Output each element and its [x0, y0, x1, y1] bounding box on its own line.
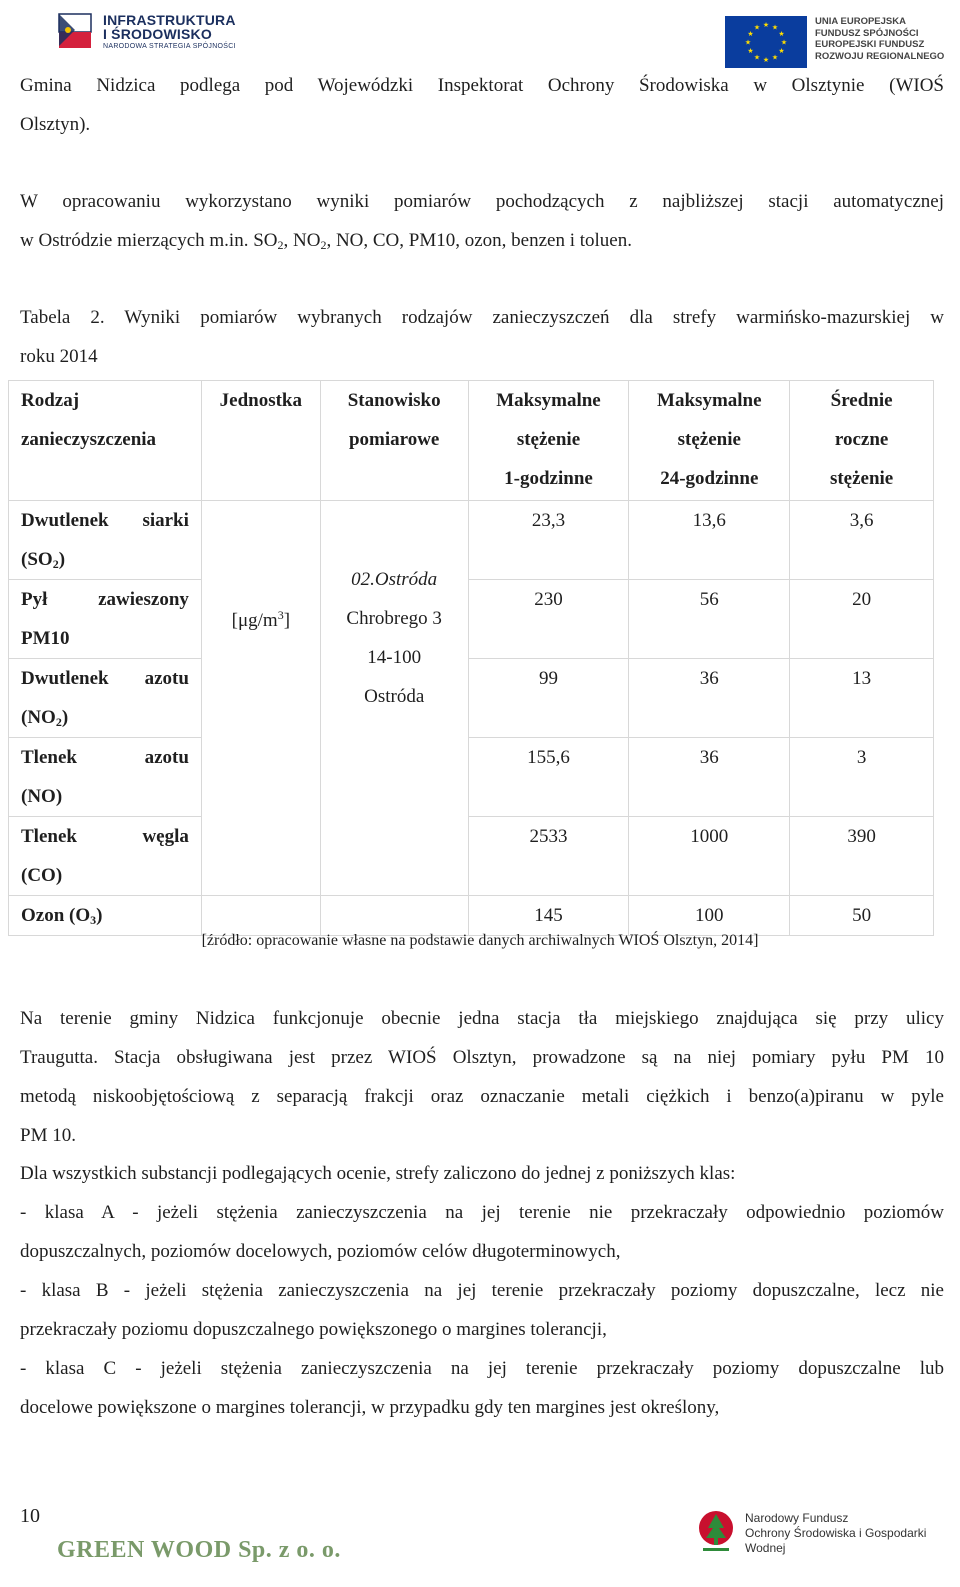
header-max-24h: Maksymalne stężenie 24-godzinne — [629, 381, 790, 501]
p4-line-1: Dla wszystkich substancji podlegających ocenie, strefy zaliczono do jednej z poniższych klas: — [20, 1163, 736, 1184]
p4-line-4: - klasa B - jeżeli stężenia zanieczyszczenia na jej terenie przekraczały poziomy dopuszczalne, lecz nie — [20, 1280, 944, 1301]
p1-line-2: Olsztyn). — [20, 114, 91, 135]
pollutant-name: Dwutlenek siarki $(SO_2)$ — [9, 501, 202, 580]
p4-line-7: docelowe powiększone o margines tolerancji, w przypadku gdy ten margines jest określony, — [20, 1397, 720, 1418]
header-pollutant: Rodzaj zanieczyszczenia — [9, 381, 202, 501]
value-annual: 3,6 — [790, 501, 934, 580]
pollutant-name: Ozon $(O_3)$ — [9, 896, 202, 936]
p4-line-3: dopuszczalnych, poziomów docelowych, poziomów celów długoterminowych, — [20, 1241, 621, 1262]
value-max-1h: 99 — [468, 659, 629, 738]
p4-line-6: - klasa C - jeżeli stężenia zanieczyszczenia na jej terenie przekraczały poziomy dopuszczalne lub — [20, 1358, 944, 1379]
svg-text:★: ★ — [762, 56, 770, 64]
paragraph-nidzica-station — [20, 999, 944, 1155]
pollutant-name: Dwutlenek azotu $(NO_2)$ — [9, 659, 202, 738]
header-annual: Średnie roczne stężenie — [790, 381, 934, 501]
eu-line-3: EUROPEJSKI FUNDUSZ — [815, 39, 925, 50]
p2-line-1: W opracowaniu wykorzystano wyniki pomiarów pochodzących z najbliższej stacji automatycznej — [20, 191, 944, 212]
value-max-1h: 145 — [468, 896, 629, 936]
value-annual: 3 — [790, 738, 934, 817]
value-max-24h: 36 — [629, 659, 790, 738]
value-max-24h: 1000 — [629, 817, 790, 896]
pollution-table — [8, 380, 934, 936]
table-row — [9, 738, 934, 817]
table-header-row — [9, 381, 934, 501]
eu-line-2: FUNDUSZ SPÓJNOŚCI — [815, 27, 919, 39]
eu-logo — [725, 16, 944, 68]
pollutant-name: Tlenek azotu (NO) — [9, 738, 202, 817]
p1-line-1: Gmina Nidzica podlega pod Wojewódzki Inspektorat Ochrony Środowiska w Olsztynie (WIOŚ — [20, 75, 944, 96]
p3-line-3: metodą niskoobjętościową z separacją frakcji oraz oznaczanie metali ciężkich i benzo(a)piranu w pyle — [20, 1086, 944, 1107]
nf-line-2: Ochrony Środowiska i Gospodarki Wodnej — [745, 1525, 927, 1555]
value-max-1h: 230 — [468, 580, 629, 659]
value-annual: 13 — [790, 659, 934, 738]
value-annual: 390 — [790, 817, 934, 896]
svg-text:★: ★ — [744, 38, 752, 47]
header-max-1h: Maksymalne stężenie 1-godzinne — [468, 381, 629, 501]
svg-text:★: ★ — [778, 47, 785, 55]
value-max-24h: 56 — [629, 580, 790, 659]
paragraph-wios — [20, 66, 944, 144]
svg-text:★: ★ — [771, 53, 779, 62]
p3-line-2: Traugutta. Stacja obsługiwana jest przez WIOŚ Olsztyn, prowadzone są na niej pomiary pyłu PM 10 — [20, 1047, 944, 1068]
svg-text:★: ★ — [753, 53, 761, 62]
value-max-1h: 23,3 — [468, 501, 629, 580]
value-max-1h: 155,6 — [468, 738, 629, 817]
table-row — [9, 817, 934, 896]
paragraph-classes — [20, 1154, 944, 1427]
svg-text:★: ★ — [753, 23, 761, 32]
value-annual: 50 — [790, 896, 934, 936]
ir-title-2: I ŚRODOWISKO — [103, 25, 212, 42]
header-station: Stanowisko pomiarowe — [320, 381, 468, 501]
empty-cell — [201, 896, 320, 936]
table-row — [9, 580, 934, 659]
svg-text:★: ★ — [778, 30, 785, 38]
svg-text:★: ★ — [747, 47, 754, 55]
table-row — [9, 659, 934, 738]
p2-line-2: w Ostródzie mierzących m.in. $SO_2$, $NO_2$, NO, CO, PM10, ozon, benzen i toluen. — [20, 230, 632, 252]
ir-title-1: INFRASTRUKTURA — [103, 11, 236, 28]
page-number: 10 — [20, 1505, 40, 1527]
nfosigw-logo — [697, 1508, 960, 1558]
value-annual: 20 — [790, 580, 934, 659]
svg-text:★: ★ — [771, 23, 779, 32]
eu-line-1: UNIA EUROPEJSKA — [815, 16, 906, 27]
unit-cell: $[\mu g/m^3]$ — [201, 501, 320, 896]
table-caption — [20, 298, 944, 376]
infrastruktura-logo — [55, 10, 236, 52]
svg-text:★: ★ — [747, 30, 754, 38]
svg-text:★: ★ — [780, 38, 788, 47]
p3-line-1: Na terenie gminy Nidzica funkcjonuje obecnie jedna stacja tła miejskiego znajdująca się przy ulicy — [20, 1008, 944, 1029]
table-row — [9, 896, 934, 936]
p4-line-5: przekraczały poziomu dopuszczalnego powiększonego o margines tolerancji, — [20, 1319, 607, 1340]
pollutant-name: Pył zawieszony PM10 — [9, 580, 202, 659]
p3-line-4: PM 10. — [20, 1125, 76, 1146]
value-max-1h: 2533 — [468, 817, 629, 896]
p4-line-2: - klasa A - jeżeli stężenia zanieczyszczenia na jej terenie nie przekraczały odpowiednio poziomów — [20, 1202, 944, 1223]
empty-cell — [320, 896, 468, 936]
svg-text:★: ★ — [762, 21, 770, 29]
table-source-note: [źródło: opracowanie własne na podstawie danych archiwalnych WIOŚ Olsztyn, 2014] — [201, 932, 759, 949]
eu-flag-icon — [725, 16, 807, 68]
value-max-24h: 13,6 — [629, 501, 790, 580]
tree-emblem-icon — [697, 1508, 735, 1558]
station-cell: 02.Ostróda Chrobrego 3 14-100 Ostróda — [320, 501, 468, 896]
value-max-24h: 100 — [629, 896, 790, 936]
table-row — [9, 501, 934, 580]
pollutant-name: Tlenek węgla (CO) — [9, 817, 202, 896]
ir-subtitle: NARODOWA STRATEGIA SPÓJNOŚCI — [103, 42, 236, 50]
header-unit: Jednostka — [201, 381, 320, 501]
eu-line-4: ROZWOJU REGIONALNEGO — [815, 50, 945, 62]
paragraph-station — [20, 182, 944, 260]
company-name: GREEN WOOD Sp. z o. o. — [57, 1537, 341, 1563]
value-max-24h: 36 — [629, 738, 790, 817]
nf-line-1: Narodowy Fundusz — [745, 1510, 849, 1525]
caption-line-2: roku 2014 — [20, 346, 98, 367]
poland-flag-emblem-icon — [55, 10, 95, 52]
caption-line-1: Tabela 2. Wyniki pomiarów wybranych rodzajów zanieczyszczeń dla strefy warmińsko-mazurskiej w — [20, 307, 944, 328]
